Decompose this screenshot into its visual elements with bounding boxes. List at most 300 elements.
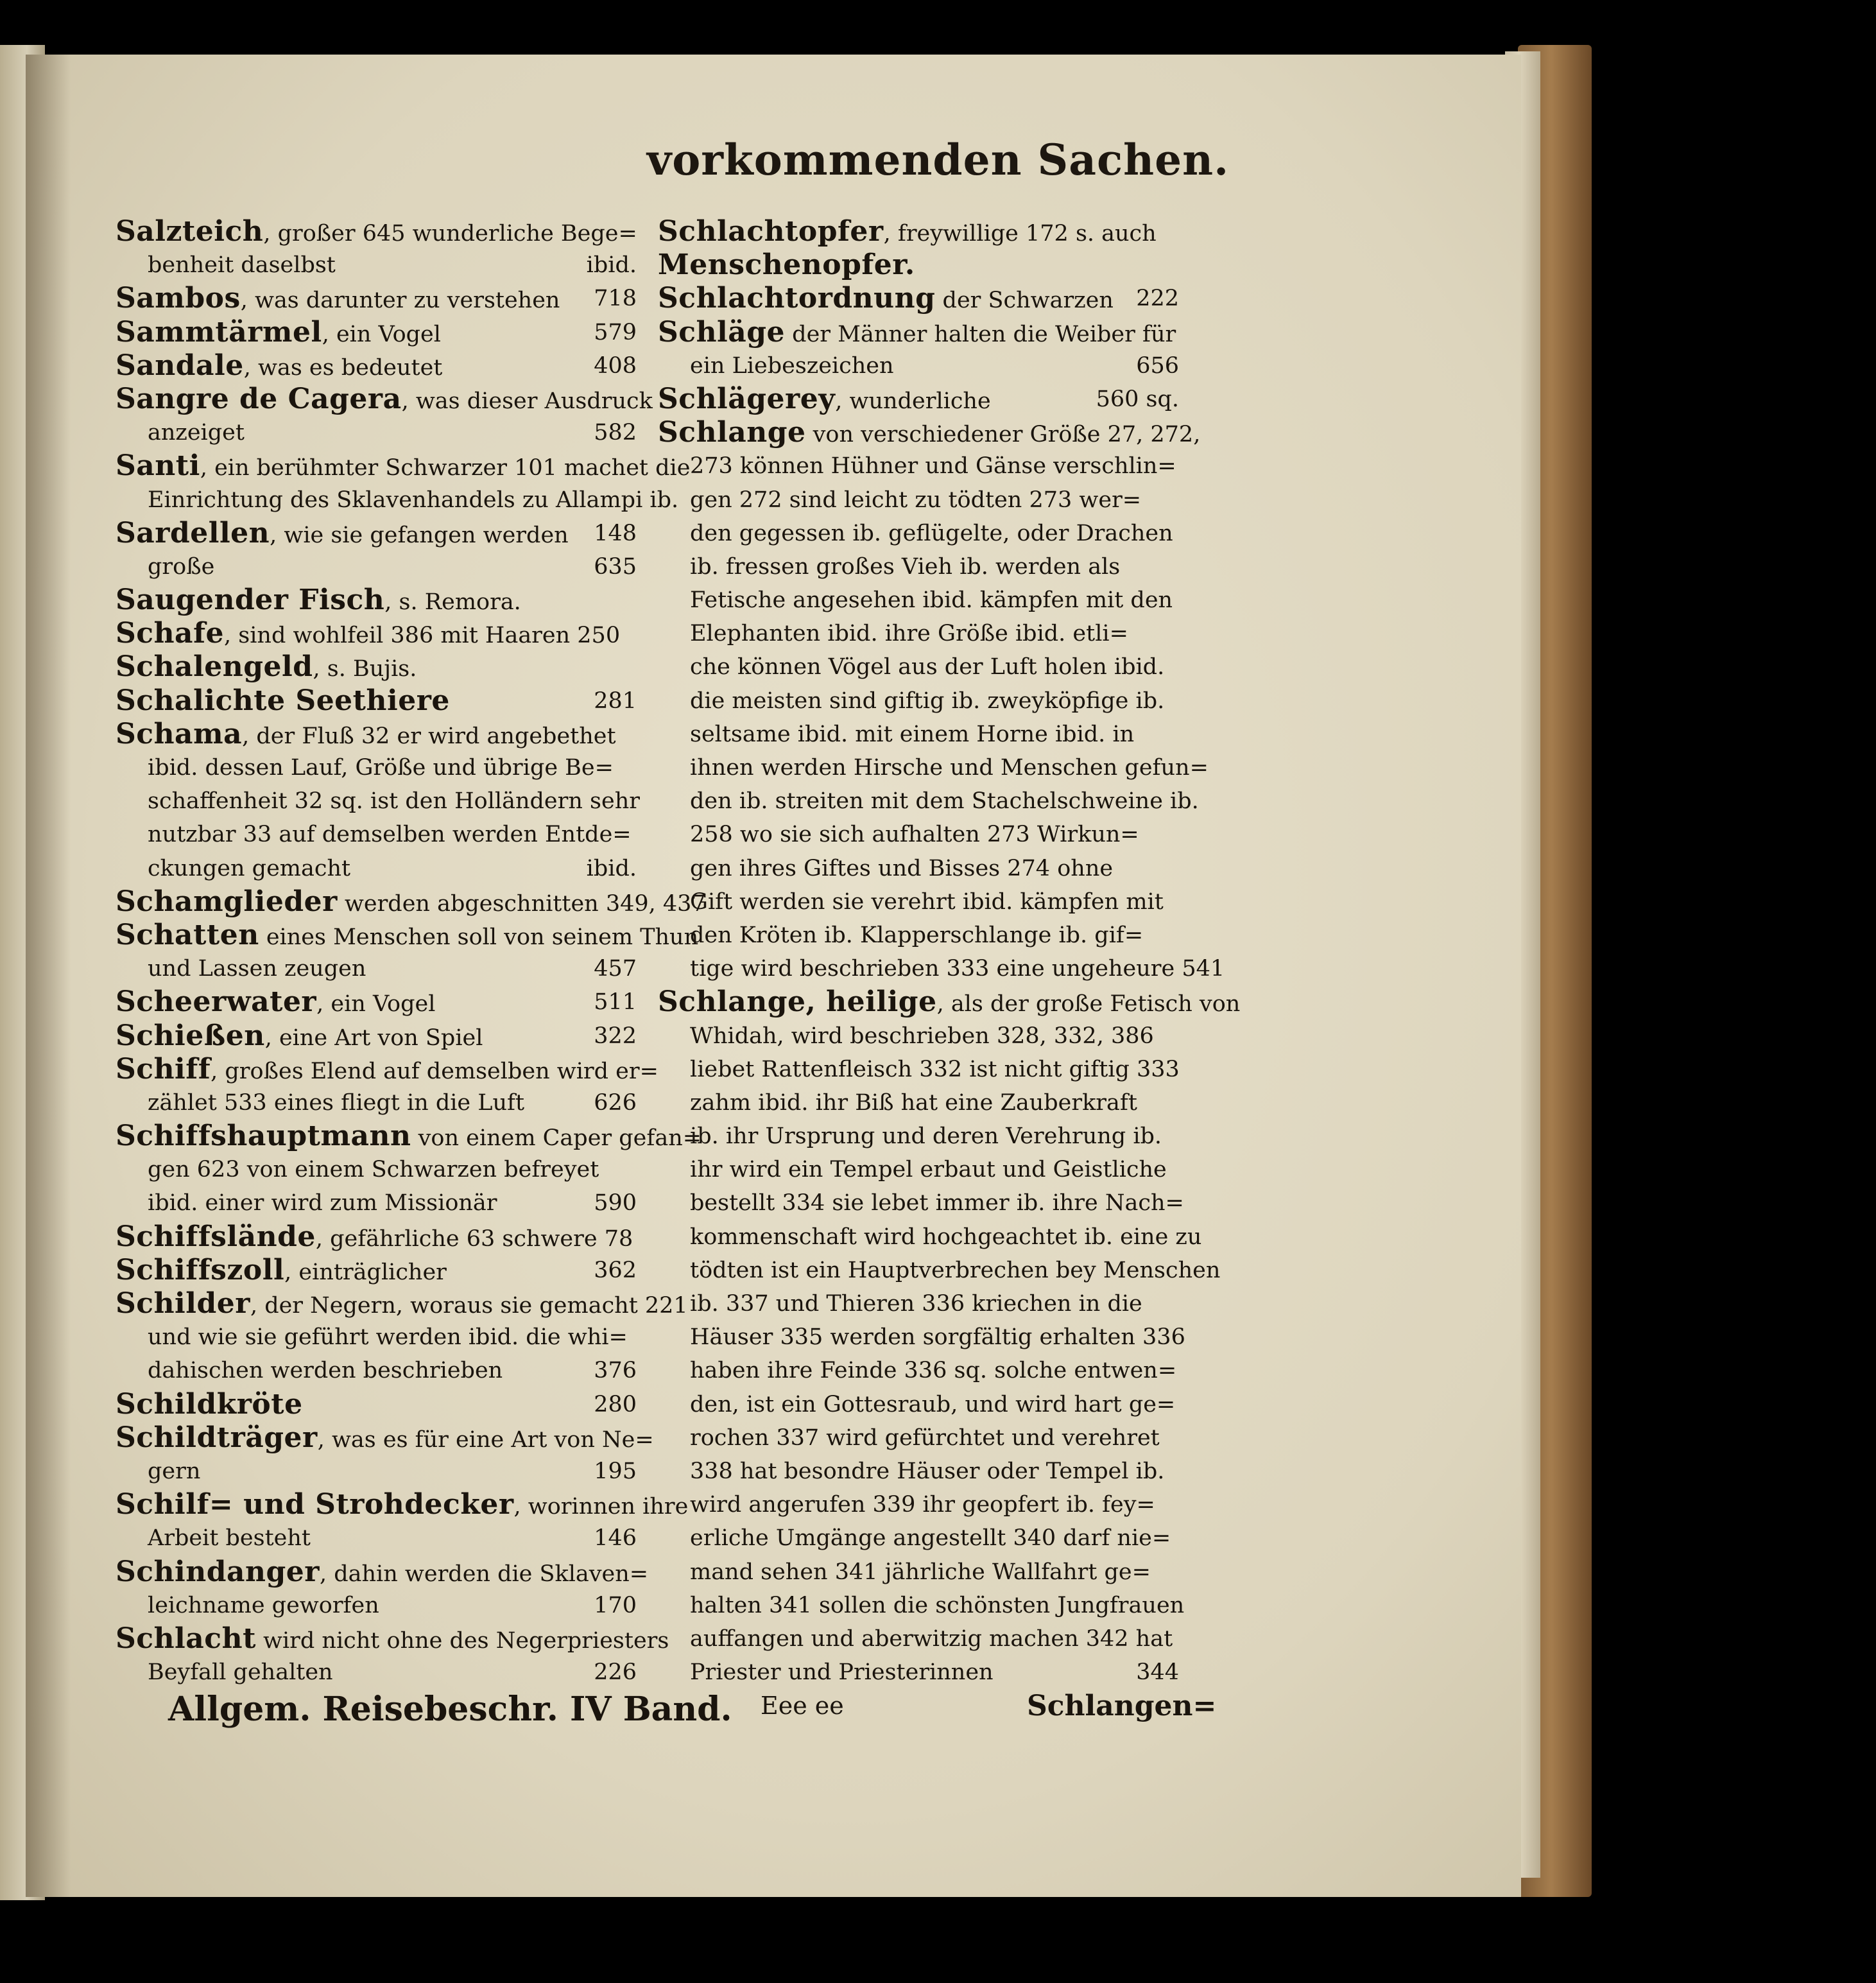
index-entry-continuation	[658, 1656, 1184, 1689]
entry-text	[148, 784, 640, 818]
index-entry-continuation	[116, 751, 642, 784]
entry-text	[690, 584, 1173, 617]
index-entry	[116, 1555, 649, 1589]
footer-volume-title: Allgem. Reisebeschr. IV Band.	[168, 1690, 732, 1729]
entry-text	[116, 650, 417, 686]
entry-text	[690, 1153, 1167, 1186]
entry-detail: der Schwarzen	[935, 288, 1114, 314]
entry-text	[148, 1589, 379, 1622]
entry-text	[690, 1220, 1201, 1254]
entry-detail: , wie sie gefangen werden	[270, 522, 569, 548]
entry-detail: , was es bedeutet	[243, 354, 443, 381]
index-entry	[116, 1019, 642, 1053]
entry-text	[690, 818, 1139, 851]
entry-text	[690, 1287, 1142, 1321]
index-entry-continuation	[116, 1521, 642, 1555]
entry-detail: ckungen gemacht	[148, 855, 351, 881]
entry-headword: Schafe	[116, 617, 224, 650]
index-entry-continuation	[658, 349, 1184, 383]
entry-page-reference: 635	[594, 553, 637, 580]
entry-detail: ib. 337 und Thieren 336 kriechen in die	[690, 1291, 1142, 1317]
entry-detail: gern	[148, 1458, 201, 1484]
entry-page-reference: ibid.	[586, 252, 637, 279]
entry-headword: Sammtärmel	[116, 315, 322, 349]
entry-text	[690, 1254, 1220, 1287]
entry-detail: , was darunter zu verstehen	[240, 288, 560, 314]
entry-detail: , s. Bujis.	[313, 656, 417, 682]
entry-text	[116, 919, 698, 954]
entry-detail: anzeiget	[148, 420, 245, 446]
entry-headword: Schindanger	[116, 1555, 320, 1588]
entry-page-reference: 362	[594, 1257, 637, 1283]
entry-text	[116, 617, 620, 652]
binding-gutter	[26, 55, 71, 1897]
entry-detail: halten 341 sollen die schönsten Jungfrauen	[690, 1592, 1185, 1618]
entry-text	[116, 1287, 688, 1322]
index-entry	[116, 517, 642, 550]
index-column-right	[658, 215, 1241, 1689]
entry-text	[116, 215, 637, 250]
entry-detail: seltsame ibid. mit einem Horne ibid. in	[690, 721, 1135, 747]
entry-detail: den Kröten ib. Klapperschlange ib. gif=	[690, 922, 1144, 948]
entry-page-reference: 148	[594, 520, 637, 546]
entry-detail: 338 hat besondre Häuser oder Tempel ib.	[690, 1458, 1165, 1484]
entry-text	[690, 1321, 1185, 1354]
index-entry-continuation	[658, 1555, 1184, 1589]
entry-text	[148, 1153, 599, 1186]
entry-headword: Schläge	[658, 315, 786, 349]
index-entry	[116, 1254, 642, 1287]
index-entry	[116, 1220, 642, 1254]
entry-detail: wird angerufen 339 ihr geopfert ib. fey=	[690, 1492, 1155, 1518]
index-entry	[116, 1488, 689, 1521]
entry-text	[116, 1388, 303, 1423]
entry-headword: Schlägerey	[658, 382, 836, 415]
entry-page-reference: 408	[594, 352, 637, 379]
entry-text	[116, 349, 442, 385]
entry-detail: liebet Rattenfleisch 332 ist nicht giftig 333	[690, 1056, 1180, 1082]
entry-text	[690, 1388, 1175, 1421]
entry-text	[116, 684, 450, 720]
entry-detail: che können Vögel aus der Luft holen ibid.	[690, 654, 1165, 680]
entry-detail: , ein Vogel	[322, 321, 441, 347]
entry-text	[116, 383, 653, 418]
entry-text	[116, 1220, 633, 1256]
entry-headword: Saugender Fisch	[116, 584, 385, 617]
entry-text	[116, 985, 435, 1021]
index-entry-continuation	[116, 1086, 642, 1120]
entry-headword: Schilder	[116, 1287, 250, 1320]
index-entry-continuation	[658, 852, 1184, 885]
entry-headword: Schama	[116, 717, 243, 750]
index-entry-continuation	[658, 1488, 1184, 1521]
index-entry	[116, 684, 642, 718]
entry-headword: Sambos	[116, 282, 241, 315]
entry-text	[148, 550, 214, 584]
entry-headword: Santi	[116, 449, 200, 483]
entry-headword: Schalengeld	[116, 650, 313, 684]
entry-text	[148, 416, 245, 449]
entry-detail: und Lassen zeugen	[148, 956, 366, 982]
entry-detail: Priester und Priesterinnen	[690, 1659, 994, 1686]
entry-detail: , eine Art von Spiel	[264, 1025, 483, 1051]
entry-detail: Einrichtung des Sklavenhandels zu Allampi ib.	[148, 487, 679, 513]
entry-text	[690, 751, 1209, 784]
entry-page-reference: 170	[594, 1592, 637, 1618]
entry-detail: , freywillige 172 s. auch	[883, 221, 1157, 247]
entry-headword: Schlachtopfer	[658, 215, 884, 248]
index-entry-continuation	[658, 1321, 1184, 1354]
entry-detail: zahm ibid. ihr Biß hat eine Zauberkraft	[690, 1089, 1137, 1116]
entry-detail: benheit daselbst	[148, 252, 336, 279]
entry-detail: , s. Remora.	[384, 589, 521, 616]
entry-page-reference: ibid.	[586, 855, 637, 881]
entry-detail: dahischen werden beschrieben	[148, 1358, 503, 1384]
entry-text	[116, 282, 560, 317]
index-entry-continuation	[658, 1521, 1184, 1555]
entry-text	[658, 416, 1200, 451]
index-entry-continuation	[658, 885, 1184, 919]
index-entry	[116, 1120, 702, 1153]
entry-text	[148, 248, 336, 282]
index-entry-continuation	[658, 718, 1184, 751]
entry-detail: wird nicht ohne des Negerpriesters	[255, 1627, 669, 1654]
entry-detail: Gift werden sie verehrt ibid. kämpfen mit	[690, 888, 1164, 915]
entry-text	[658, 985, 1240, 1021]
footer-catchword: Schlangen=	[1027, 1690, 1217, 1722]
entry-detail: tödten ist ein Hauptverbrechen bey Menschen	[690, 1257, 1221, 1283]
index-entry-continuation	[658, 1153, 1184, 1186]
entry-detail: den, ist ein Gottesraub, und wird hart ge=	[690, 1391, 1176, 1417]
entry-detail: Whidah, wird beschrieben 328, 332, 386	[690, 1023, 1154, 1049]
entry-detail: von einem Caper gefan=	[411, 1125, 702, 1152]
entry-detail: ib. ihr Ursprung und deren Verehrung ib.	[690, 1123, 1162, 1150]
entry-detail: die meisten sind giftig ib. zweyköpfige ib.	[690, 688, 1165, 714]
entry-detail: Arbeit besteht	[148, 1525, 311, 1552]
entry-text	[116, 584, 521, 619]
entry-text	[148, 1186, 497, 1220]
index-entry-continuation	[116, 1153, 642, 1186]
entry-page-reference: 344	[1136, 1659, 1179, 1686]
entry-text	[658, 248, 915, 284]
entry-text	[690, 517, 1173, 550]
entry-text	[658, 282, 1114, 317]
entry-text	[690, 1186, 1184, 1220]
index-entry-continuation	[116, 483, 679, 517]
entry-text	[116, 1421, 654, 1457]
index-entry	[658, 316, 1184, 349]
entry-detail: , wunderliche	[835, 388, 991, 414]
entry-detail: Häuser 335 werden sorgfältig erhalten 336	[690, 1324, 1185, 1351]
entry-text	[690, 1521, 1171, 1555]
entry-headword: Schießen	[116, 1019, 265, 1052]
index-entry-continuation	[658, 517, 1184, 550]
index-entry-continuation	[658, 1186, 1184, 1220]
index-entry-continuation	[658, 1254, 1221, 1287]
entry-text	[690, 718, 1134, 751]
index-entry-continuation	[116, 1656, 642, 1689]
entry-headword: Schamglieder	[116, 885, 338, 918]
index-entry-continuation	[658, 1019, 1184, 1053]
entry-detail: 273 können Hühner und Gänse verschlin=	[690, 453, 1176, 480]
index-entry	[116, 985, 642, 1019]
entry-page-reference: 222	[1136, 286, 1179, 312]
index-entry	[116, 349, 642, 383]
index-entry-continuation	[116, 1455, 642, 1488]
index-entry	[658, 416, 1201, 449]
entry-headword: Schlange	[658, 416, 806, 449]
entry-detail: schaffenheit 32 sq. ist den Holländern sehr	[148, 788, 640, 815]
entry-detail: gen 623 von einem Schwarzen befreyet	[148, 1157, 599, 1183]
entry-text	[690, 449, 1176, 483]
index-entry-continuation	[116, 952, 642, 985]
entry-page-reference: 626	[594, 1089, 637, 1116]
entry-detail: , sind wohlfeil 386 mit Haaren 250	[224, 623, 621, 649]
entry-text	[690, 952, 1225, 985]
entry-detail: nutzbar 33 auf demselben werden Entde=	[148, 822, 632, 848]
entry-text	[148, 1455, 200, 1488]
entry-page-reference: 281	[594, 688, 637, 714]
entry-text	[690, 885, 1164, 919]
entry-headword: Schilf= und Strohdecker	[116, 1488, 514, 1521]
index-entry	[658, 248, 1184, 282]
index-entry	[116, 215, 642, 248]
entry-detail: Fetische angesehen ibid. kämpfen mit den	[690, 587, 1173, 614]
entry-text	[148, 852, 350, 885]
entry-text	[690, 1488, 1155, 1521]
entry-text	[690, 1589, 1184, 1622]
entry-headword: Menschenopfer.	[658, 248, 915, 282]
entry-detail: ibid. dessen Lauf, Größe und übrige Be=	[148, 755, 614, 781]
footer-signature-mark: Eee ee	[761, 1692, 844, 1720]
entry-page-reference: 590	[594, 1190, 637, 1217]
index-entry	[658, 282, 1184, 315]
index-entry-continuation	[658, 751, 1209, 784]
entry-text	[148, 818, 632, 851]
entry-detail: rochen 337 wird gefürchtet und verehret	[690, 1424, 1160, 1451]
index-entry-continuation	[658, 617, 1184, 650]
index-entry	[116, 617, 642, 650]
entry-text	[148, 1521, 311, 1555]
index-entry-continuation	[658, 1622, 1184, 1656]
entry-headword: Schlange, heilige	[658, 985, 937, 1019]
entry-text	[690, 1622, 1173, 1656]
entry-detail: von verschiedener Größe 27, 272,	[805, 422, 1201, 448]
entry-text	[658, 383, 991, 418]
entry-text	[690, 852, 1113, 885]
index-entry	[116, 316, 642, 349]
index-entry	[116, 718, 642, 751]
entry-text	[116, 1053, 658, 1088]
entry-page-reference: 718	[594, 286, 637, 312]
entry-page-reference: 226	[594, 1659, 637, 1686]
index-entry	[658, 215, 1184, 248]
entry-detail: eines Menschen soll von seinem Thun	[259, 924, 699, 950]
entry-text	[116, 449, 690, 485]
entry-detail: ib. fressen großes Vieh ib. werden als	[690, 553, 1121, 580]
entry-headword: Salzteich	[116, 215, 264, 248]
index-entry	[116, 650, 642, 684]
entry-detail: der Männer halten die Weiber für	[785, 321, 1176, 347]
entry-page-reference: 457	[594, 956, 637, 982]
entry-detail: Beyfall gehalten	[148, 1659, 333, 1686]
entry-detail: , der Fluß 32 er wird angebethet	[242, 723, 616, 749]
index-entry	[658, 383, 1184, 416]
index-entry	[116, 1622, 669, 1656]
entry-page-reference: 560 sq.	[1096, 386, 1179, 412]
entry-headword: Schalichte Seethiere	[116, 684, 450, 717]
index-entry	[116, 1052, 658, 1086]
entry-detail: , gefährliche 63 schwere 78	[315, 1225, 633, 1252]
entry-text	[690, 550, 1120, 584]
entry-page-reference: 579	[594, 319, 637, 345]
entry-detail: , was dieser Ausdruck	[401, 388, 653, 414]
entry-text	[690, 1086, 1137, 1120]
entry-text	[690, 1120, 1162, 1153]
entry-detail: mand sehen 341 jährliche Wallfahrt ge=	[690, 1559, 1151, 1585]
entry-detail: zählet 533 eines fliegt in die Luft	[148, 1089, 525, 1116]
entry-detail: den gegessen ib. geflügelte, oder Drachen	[690, 520, 1173, 546]
entry-headword: Sangre de Cagera	[116, 382, 402, 415]
entry-detail: auffangen und aberwitzig machen 342 hat	[690, 1625, 1173, 1652]
entry-detail: ihnen werden Hirsche und Menschen gefun=	[690, 755, 1209, 781]
index-entry-continuation	[116, 248, 642, 282]
entry-detail: , worinnen ihre	[513, 1494, 689, 1520]
entry-text	[148, 952, 366, 985]
entry-text	[658, 215, 1157, 250]
entry-detail: ein Liebeszeichen	[690, 352, 894, 379]
entry-text	[658, 316, 1176, 351]
entry-text	[690, 483, 1141, 517]
entry-headword: Schiff	[116, 1052, 211, 1086]
entry-text	[116, 1120, 701, 1155]
entry-headword: Schatten	[116, 918, 259, 951]
entry-page-reference: 376	[594, 1358, 637, 1384]
entry-detail: und wie sie geführt werden ibid. die whi=	[148, 1324, 628, 1351]
index-entry-continuation	[658, 650, 1184, 684]
entry-page-reference: 582	[594, 420, 637, 446]
index-entry-continuation	[658, 584, 1184, 617]
entry-detail: , der Negern, woraus sie gemacht 221	[250, 1293, 688, 1319]
entry-text	[148, 751, 614, 784]
entry-page-reference: 656	[1136, 352, 1179, 379]
index-entry-continuation	[658, 1053, 1184, 1086]
entry-detail: bestellt 334 sie lebet immer ib. ihre Nach=	[690, 1190, 1184, 1217]
entry-detail: , einträglicher	[284, 1259, 447, 1285]
entry-text	[690, 784, 1199, 818]
index-column-left	[116, 215, 706, 1689]
entry-detail: den ib. streiten mit dem Stachelschweine ib.	[690, 788, 1199, 815]
entry-detail: gen 272 sind leicht zu tödten 273 wer=	[690, 487, 1142, 513]
entry-text	[690, 1053, 1180, 1086]
entry-text	[116, 1555, 648, 1591]
entry-text	[116, 316, 441, 351]
index-entry-continuation	[658, 919, 1184, 952]
entry-headword: Schiffszoll	[116, 1253, 285, 1286]
index-entry-continuation	[658, 684, 1184, 718]
index-entry-continuation	[116, 416, 642, 449]
running-header: vorkommenden Sachen.	[646, 135, 1230, 185]
entry-text	[690, 1354, 1176, 1387]
index-entry-continuation	[658, 784, 1199, 818]
entry-text	[690, 1656, 994, 1689]
entry-text	[116, 1019, 483, 1055]
entry-text	[690, 1421, 1160, 1455]
index-entry-continuation	[658, 449, 1184, 483]
index-entry-continuation	[116, 1186, 642, 1220]
entry-detail: , ein Vogel	[316, 991, 436, 1017]
index-entry-continuation	[116, 818, 642, 851]
entry-detail: , großer 645 wunderliche Bege=	[263, 221, 637, 247]
entry-detail: , was es für eine Art von Ne=	[317, 1426, 654, 1453]
entry-detail: werden abgeschnitten 349, 437	[337, 890, 706, 917]
index-entry	[116, 885, 706, 919]
entry-headword: Sardellen	[116, 516, 270, 550]
entry-headword: Schildkröte	[116, 1387, 303, 1421]
entry-detail: Elephanten ibid. ihre Größe ibid. etli=	[690, 621, 1128, 647]
index-entry-continuation	[116, 1321, 642, 1354]
entry-detail: haben ihre Feinde 336 sq. solche entwen=	[690, 1358, 1177, 1384]
index-entry-continuation	[658, 1421, 1184, 1455]
index-entry-continuation	[658, 483, 1184, 517]
entry-detail: kommenschaft wird hochgeachtet ib. eine zu	[690, 1224, 1202, 1250]
entry-text	[690, 1455, 1164, 1488]
entry-detail: , dahin werden die Sklaven=	[319, 1561, 649, 1587]
entry-page-reference: 146	[594, 1525, 637, 1552]
index-entry	[116, 282, 642, 315]
index-entry-continuation	[658, 1120, 1184, 1153]
index-entry-continuation	[116, 784, 642, 818]
entry-text	[116, 1254, 447, 1289]
entry-text	[148, 1321, 628, 1354]
index-entry-continuation	[658, 952, 1225, 985]
entry-page-reference: 511	[594, 989, 637, 1016]
index-entry-continuation	[658, 1220, 1202, 1254]
entry-text	[690, 349, 894, 383]
index-entry	[116, 382, 653, 416]
index-entry-continuation	[116, 1589, 642, 1622]
entry-detail: erliche Umgänge angestellt 340 darf nie=	[690, 1525, 1171, 1552]
entry-text	[116, 718, 616, 753]
index-entry	[116, 1287, 688, 1321]
entry-text	[116, 1488, 688, 1523]
index-entry-continuation	[658, 1287, 1184, 1321]
entry-text	[148, 1656, 333, 1689]
entry-headword: Scheerwater	[116, 985, 317, 1019]
index-entry-continuation	[116, 550, 642, 584]
entry-text	[148, 1086, 524, 1120]
index-entry-continuation	[658, 1589, 1184, 1622]
entry-detail: 258 wo sie sich aufhalten 273 Wirkun=	[690, 822, 1139, 848]
index-entry	[116, 449, 691, 483]
entry-detail: , als der große Fetisch von	[936, 991, 1241, 1017]
entry-text	[116, 885, 706, 921]
entry-text	[690, 684, 1164, 718]
index-entry-continuation	[658, 1388, 1184, 1421]
entry-detail: , großes Elend auf demselben wird er=	[211, 1058, 658, 1084]
entry-headword: Schlacht	[116, 1622, 256, 1655]
index-entry-continuation	[116, 1354, 642, 1387]
entry-page-reference: 195	[594, 1458, 637, 1484]
index-entry-continuation	[658, 1455, 1184, 1488]
entry-text	[690, 617, 1128, 650]
entry-text	[690, 1555, 1151, 1589]
entry-detail: gen ihres Giftes und Bisses 274 ohne	[690, 855, 1114, 881]
index-entry	[658, 985, 1241, 1019]
index-entry-continuation	[658, 1086, 1184, 1120]
entry-text	[690, 1019, 1154, 1053]
entry-headword: Schiffshauptmann	[116, 1120, 411, 1153]
